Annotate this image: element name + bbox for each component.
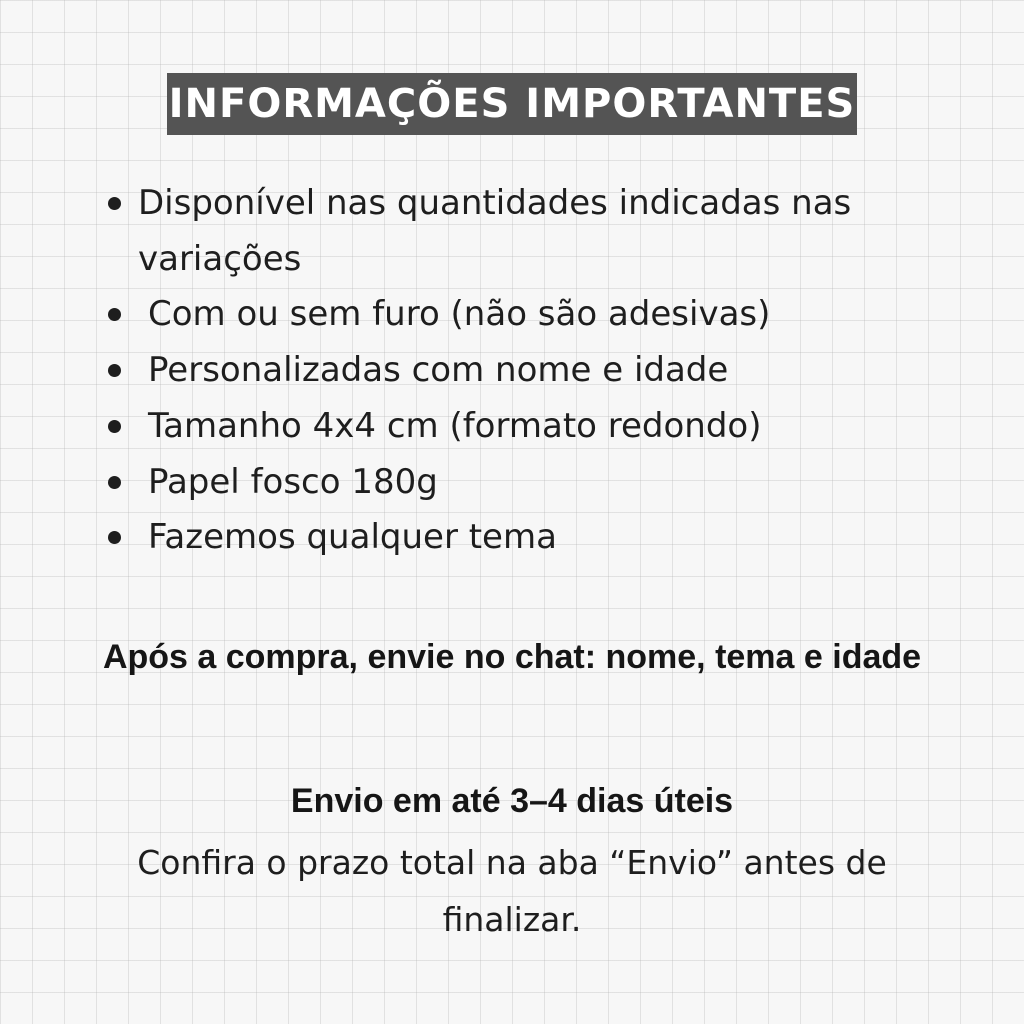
bullet-text: Com ou sem furo (não são adesivas) bbox=[148, 294, 771, 335]
list-item bbox=[104, 176, 924, 287]
page-title: INFORMAÇÕES IMPORTANTES bbox=[167, 73, 858, 135]
bullet-dot-icon bbox=[108, 476, 121, 489]
shipping-title: Envio em até 3–4 dias úteis bbox=[290, 782, 734, 820]
list-item bbox=[104, 510, 924, 566]
bullet-dot-icon bbox=[108, 364, 121, 377]
after-purchase-instructions: Após a compra, envie no chat: nome, tema e idade bbox=[102, 638, 922, 676]
bullet-text: Disponível nas quantidades indicadas nas variações bbox=[138, 183, 852, 279]
list-item bbox=[104, 455, 924, 511]
bullet-text: Fazemos qualquer tema bbox=[148, 517, 557, 558]
info-bullet-list bbox=[104, 176, 924, 566]
bullet-dot-icon bbox=[108, 531, 121, 544]
shipping-note: Confira o prazo total na aba “Envio” antes de finalizar. bbox=[137, 843, 887, 939]
bullet-dot-icon bbox=[108, 420, 121, 433]
title-container bbox=[0, 73, 1024, 135]
list-item bbox=[104, 287, 924, 343]
bullet-text: Tamanho 4x4 cm (formato redondo) bbox=[148, 405, 762, 446]
list-item bbox=[104, 399, 924, 455]
bullet-text: Personalizadas com nome e idade bbox=[148, 350, 729, 391]
bullet-dot-icon bbox=[108, 308, 121, 321]
bullet-dot-icon bbox=[108, 197, 121, 210]
list-item bbox=[104, 343, 924, 399]
bullet-text: Papel fosco 180g bbox=[148, 461, 438, 502]
